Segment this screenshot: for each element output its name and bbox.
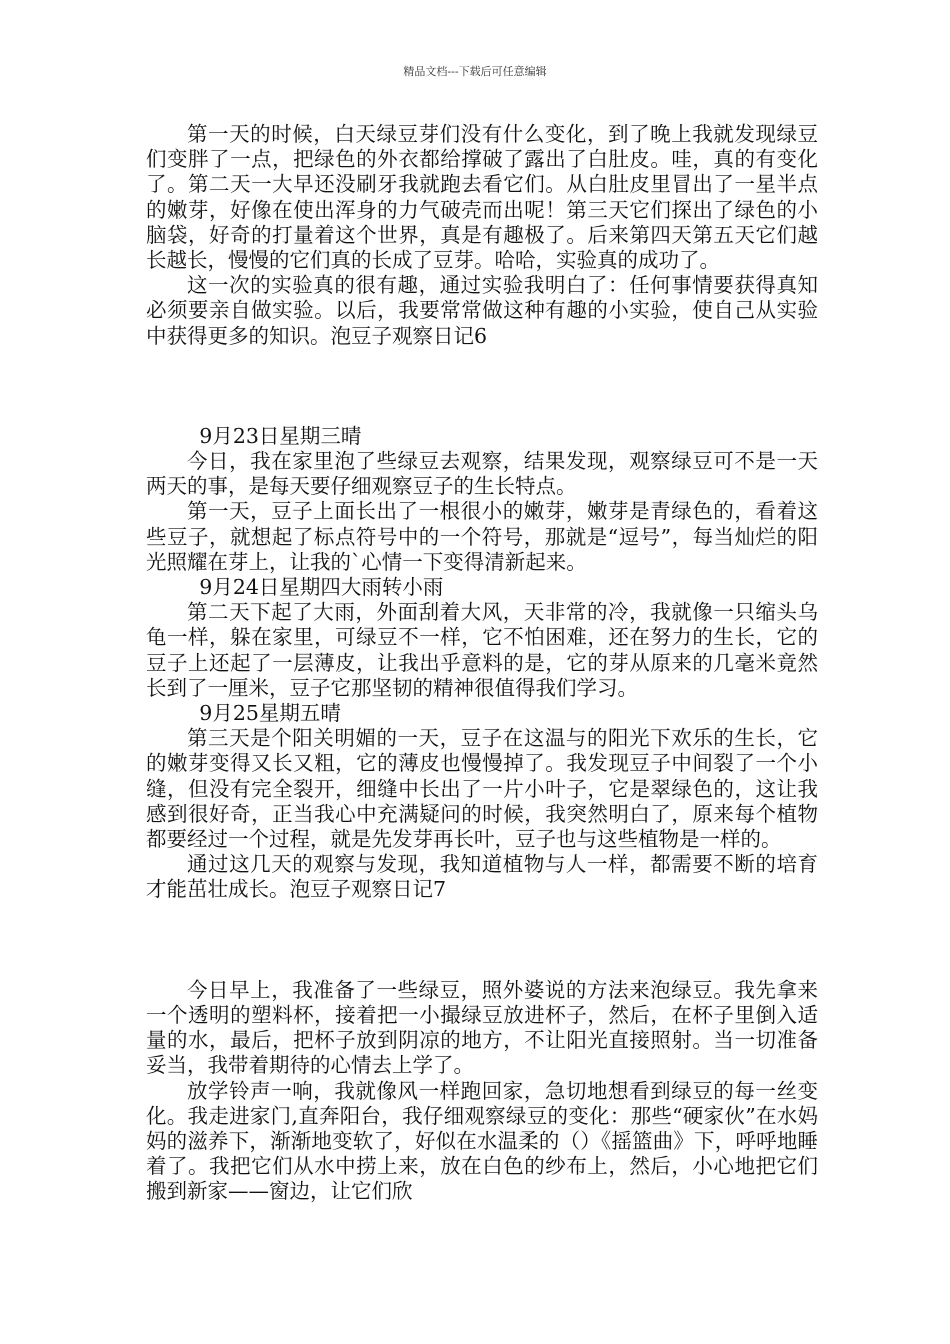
- paragraph: 第三天是个阳关明媚的一天，豆子在这温与的阳光下欢乐的生长，它的嫩芽变得又长又粗，它的薄皮也慢慢掉了。我发现豆子中间裂了一个小缝，但没有完全裂开，细缝中长出了一片小叶子，它是翠绿色的，这让我感到很好奇，正当我心中充满疑问的时候，我突然明白了，原来每个植物都要经过一个过程，就是先发芽再长叶，豆子也与这些植物是一样的。: [146, 726, 818, 852]
- paragraph: 通过这几天的观察与发现，我知道植物与人一样，都需要不断的培育才能茁壮成长。泡豆子观察日记7: [146, 852, 818, 902]
- paragraph: 第一天，豆子上面长出了一根很小的嫩芽，嫩芽是青绿色的，看着这些豆子，就想起了标点符号中的一个符号，那就是“逗号”，每当灿烂的阳光照耀在芽上，让我的`心情一下变得清新起来。: [146, 499, 818, 574]
- page-header: 精品文档---下载后可任意编辑: [403, 65, 547, 78]
- paragraph: 第一天的时候，白天绿豆芽们没有什么变化，到了晚上我就发现绿豆们变胖了一点，把绿色的外衣都给撑破了露出了白肚皮。哇，真的有变化了。第二天一大早还没刷牙我就跑去看它们。从白肚皮里冒出了一星半点的嫩芽，好像在使出浑身的力气破壳而出呢！第三天它们探出了绿色的小脑袋，好奇的打量着这个世界，真是有趣极了。后来第四天第五天它们越长越长，慢慢的它们真的长成了豆芽。哈哈，实验真的成功了。: [146, 122, 818, 273]
- paragraph: 今日，我在家里泡了些绿豆去观察，结果发现，观察绿豆可不是一天两天的事，是每天要仔细观察豆子的生长特点。: [146, 449, 818, 499]
- diary-date: 9月25星期五晴: [199, 701, 341, 726]
- section-spacer: [146, 349, 818, 424]
- diary-date: 9月23日星期三晴: [199, 423, 362, 448]
- paragraph: 放学铃声一响，我就像风一样跑回家，急切地想看到绿豆的每一丝变化。我走进家门,直奔阳台，我仔细观察绿豆的变化：那些“硬家伙”在水妈妈的滋养下，渐渐地变软了，好似在水温柔的（）《摇篮曲》下，呼呼地睡着了。我把它们从水中捞上来，放在白色的纱布上，然后，小心地把它们搬到新家——窗边，让它们欣: [146, 1078, 818, 1204]
- paragraph: 这一次的实验真的很有趣，通过实验我明白了：任何事情要获得真知必须要亲自做实验。以后，我要常常做这种有趣的小实验，使自己从实验中获得更多的知识。泡豆子观察日记6: [146, 273, 818, 348]
- section-spacer: [146, 903, 818, 978]
- paragraph: 第二天下起了大雨，外面刮着大风，天非常的冷，我就像一只缩头乌龟一样，躲在家里，可绿豆不一样，它不怕困难，还在努力的生长，它的豆子上还起了一层薄皮，让我出乎意料的是，它的芽从原来的几毫米竟然长到了一厘米，豆子它那坚韧的精神很值得我们学习。: [146, 600, 818, 700]
- diary-date: 9月24日星期四大雨转小雨: [199, 575, 444, 600]
- paragraph: 今日早上，我准备了一些绿豆，照外婆说的方法来泡绿豆。我先拿来一个透明的塑料杯，接着把一小撮绿豆放进杯子，然后，在杯子里倒入适量的水，最后，把杯子放到阴凉的地方，不让阳光直接照射。当一切准备妥当，我带着期待的心情去上学了。: [146, 977, 818, 1078]
- document-body: [146, 122, 818, 1205]
